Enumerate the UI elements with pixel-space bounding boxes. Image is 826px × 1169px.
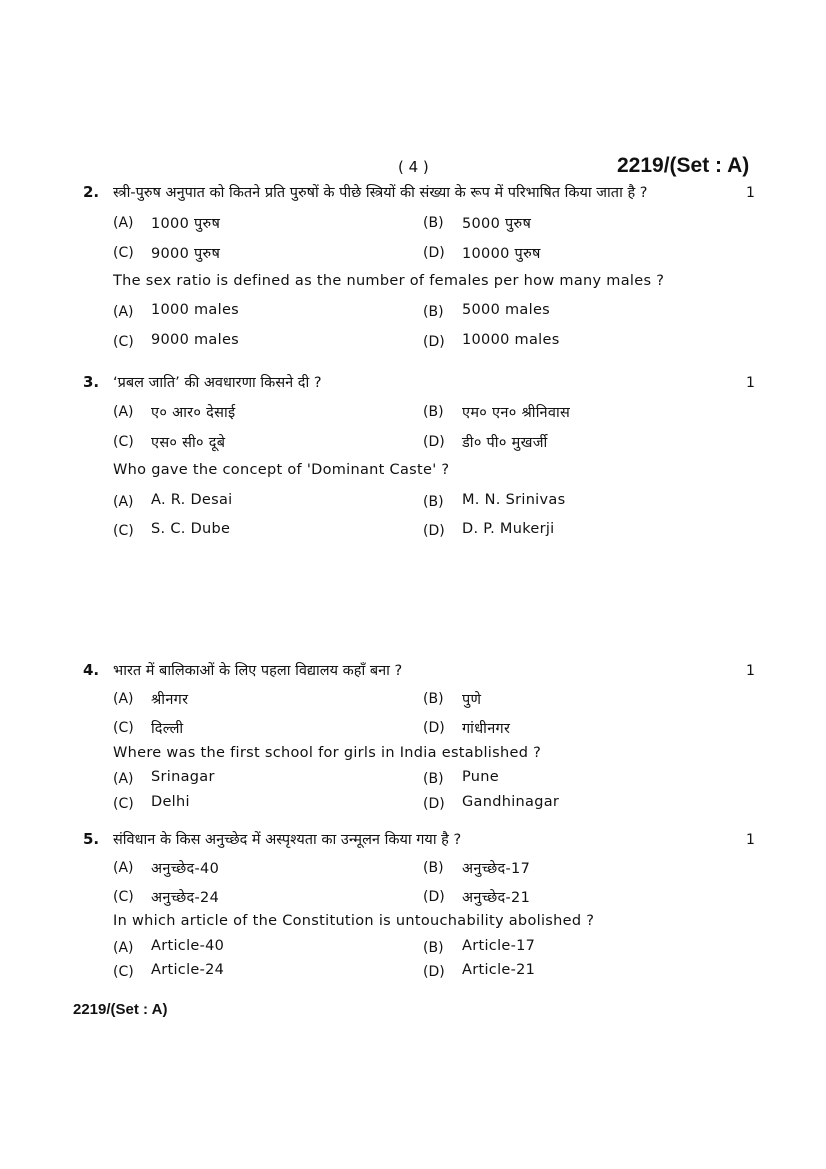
option-text: Srinagar: [151, 769, 215, 785]
option-text: Pune: [462, 769, 499, 785]
option-label: (D): [423, 796, 445, 812]
question-text-hindi: संविधान के किस अनुच्छेद में अस्पृश्यता का उन्मूलन किया गया है ?: [113, 832, 462, 848]
question-marks: 1: [746, 663, 755, 679]
option-label: (A): [113, 771, 134, 787]
option-label: (B): [423, 494, 444, 510]
option-label: (D): [423, 245, 445, 261]
option-text: श्रीनगर: [151, 692, 189, 708]
option-label: (B): [423, 304, 444, 320]
option-label: (D): [423, 964, 445, 980]
question-text-english: The sex ratio is defined as the number of females per how many males ?: [113, 273, 665, 289]
option-text: अनुच्छेद-40: [151, 861, 220, 877]
question-marks: 1: [746, 375, 755, 391]
option-text: एम० एन० श्रीनिवास: [462, 405, 571, 421]
question-text-english: Where was the first school for girls in India established ?: [113, 745, 542, 761]
option-text: Article-24: [151, 962, 225, 978]
option-text: अनुच्छेद-21: [462, 890, 531, 906]
option-text: Delhi: [151, 794, 190, 810]
paper-code-footer: 2219/(Set : A): [73, 1001, 168, 1018]
option-text: 5000 males: [462, 302, 551, 318]
option-label: (D): [423, 434, 445, 450]
option-label: (A): [113, 940, 134, 956]
option-text: 1000 पुरुष: [151, 216, 221, 232]
question-number: 2.: [83, 183, 100, 201]
option-label: (B): [423, 691, 444, 707]
option-text: अनुच्छेद-24: [151, 890, 220, 906]
option-label: (C): [113, 796, 134, 812]
option-label: (A): [113, 304, 134, 320]
question-text-hindi: भारत में बालिकाओं के लिए पहला विद्यालय कहाँ बना ?: [113, 663, 403, 679]
option-text: डी० पी० मुखर्जी: [462, 435, 548, 451]
option-text: 5000 पुरुष: [462, 216, 532, 232]
option-text: गांधीनगर: [462, 721, 511, 737]
page-number: ( 4 ): [398, 158, 429, 176]
question-text-hindi: ‘प्रबल जाति’ की अवधारणा किसने दी ?: [113, 375, 322, 391]
option-label: (A): [113, 860, 134, 876]
question-number: 3.: [83, 373, 100, 391]
option-label: (C): [113, 334, 134, 350]
option-label: (B): [423, 940, 444, 956]
option-text: Article-17: [462, 938, 536, 954]
question-number: 4.: [83, 661, 100, 679]
option-text: दिल्ली: [151, 721, 184, 737]
option-label: (A): [113, 404, 134, 420]
option-text: D. P. Mukerji: [462, 521, 555, 537]
option-label: (B): [423, 771, 444, 787]
option-text: Article-40: [151, 938, 225, 954]
option-label: (C): [113, 434, 134, 450]
question-marks: 1: [746, 185, 755, 201]
option-label: (A): [113, 215, 134, 231]
option-text: 9000 males: [151, 332, 240, 348]
option-text: 1000 males: [151, 302, 240, 318]
option-label: (D): [423, 334, 445, 350]
question-marks: 1: [746, 832, 755, 848]
question-text-hindi: स्त्री-पुरुष अनुपात को कितने प्रति पुरुषों के पीछे स्त्रियों की संख्या के रूप में परिभाषित किया जाता है ?: [113, 185, 648, 201]
option-text: Gandhinagar: [462, 794, 560, 810]
option-text: A. R. Desai: [151, 492, 233, 508]
option-text: Article-21: [462, 962, 536, 978]
option-label: (D): [423, 720, 445, 736]
option-label: (B): [423, 860, 444, 876]
option-text: 9000 पुरुष: [151, 246, 221, 262]
option-label: (C): [113, 889, 134, 905]
option-label: (C): [113, 720, 134, 736]
question-number: 5.: [83, 830, 100, 848]
option-label: (B): [423, 215, 444, 231]
option-text: ए० आर० देसाई: [151, 405, 236, 421]
option-label: (C): [113, 523, 134, 539]
option-label: (C): [113, 964, 134, 980]
paper-code-header: 2219/(Set : A): [617, 154, 750, 177]
option-text: M. N. Srinivas: [462, 492, 566, 508]
question-text-english: In which article of the Constitution is untouchability abolished ?: [113, 913, 595, 929]
option-text: S. C. Dube: [151, 521, 231, 537]
option-label: (D): [423, 889, 445, 905]
option-label: (B): [423, 404, 444, 420]
option-label: (A): [113, 691, 134, 707]
option-label: (C): [113, 245, 134, 261]
option-label: (A): [113, 494, 134, 510]
option-text: एस० सी० दूबे: [151, 435, 226, 451]
option-text: अनुच्छेद-17: [462, 861, 531, 877]
option-text: 10000 males: [462, 332, 560, 348]
option-label: (D): [423, 523, 445, 539]
question-text-english: Who gave the concept of 'Dominant Caste' ?: [113, 462, 450, 478]
option-text: पुणे: [462, 692, 482, 708]
option-text: 10000 पुरुष: [462, 246, 541, 262]
